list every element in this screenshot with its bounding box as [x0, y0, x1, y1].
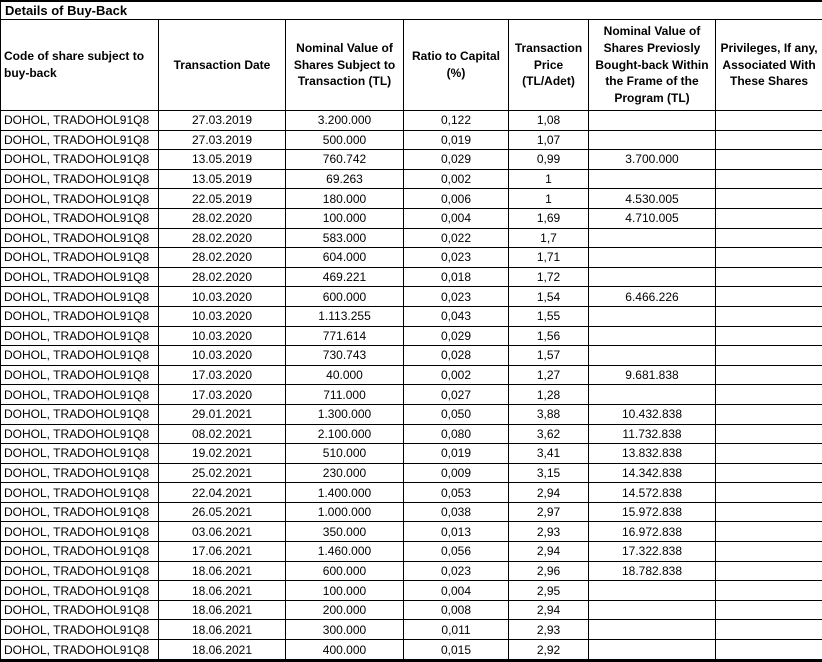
cell: 22.04.2021 [159, 483, 286, 503]
cell: 10.03.2020 [159, 346, 286, 366]
cell: 760.742 [286, 150, 404, 170]
cell: 25.02.2021 [159, 463, 286, 483]
cell [716, 600, 822, 620]
cell: 03.06.2021 [159, 522, 286, 542]
cell: 1,72 [509, 267, 589, 287]
cell: DOHOL, TRADOHOL91Q8 [1, 169, 159, 189]
table-row [1, 130, 822, 150]
table-title: Details of Buy-Back [1, 1, 822, 20]
cell: 10.03.2020 [159, 306, 286, 326]
cell: DOHOL, TRADOHOL91Q8 [1, 640, 159, 661]
cell [589, 267, 716, 287]
cell [716, 130, 822, 150]
cell: 0,050 [404, 404, 509, 424]
cell: 17.03.2020 [159, 365, 286, 385]
cell: DOHOL, TRADOHOL91Q8 [1, 130, 159, 150]
cell: 0,023 [404, 561, 509, 581]
cell [716, 502, 822, 522]
cell: 29.01.2021 [159, 404, 286, 424]
cell: 0,028 [404, 346, 509, 366]
cell: 180.000 [286, 189, 404, 209]
cell: 2,95 [509, 581, 589, 601]
cell: 510.000 [286, 444, 404, 464]
cell: 1.460.000 [286, 542, 404, 562]
table-row [1, 208, 822, 228]
table-title-row [1, 1, 822, 20]
cell: 1,28 [509, 385, 589, 405]
cell [589, 346, 716, 366]
cell: DOHOL, TRADOHOL91Q8 [1, 561, 159, 581]
cell: 27.03.2019 [159, 130, 286, 150]
cell: 1.300.000 [286, 404, 404, 424]
cell: 0,018 [404, 267, 509, 287]
cell: 1,27 [509, 365, 589, 385]
cell: DOHOL, TRADOHOL91Q8 [1, 404, 159, 424]
cell: DOHOL, TRADOHOL91Q8 [1, 365, 159, 385]
cell: DOHOL, TRADOHOL91Q8 [1, 502, 159, 522]
cell: 0,038 [404, 502, 509, 522]
table-row [1, 522, 822, 542]
cell: 200.000 [286, 600, 404, 620]
table-row [1, 346, 822, 366]
table-row [1, 228, 822, 248]
cell: 350.000 [286, 522, 404, 542]
cell [589, 600, 716, 620]
cell: 0,027 [404, 385, 509, 405]
cell: DOHOL, TRADOHOL91Q8 [1, 189, 159, 209]
cell: 27.03.2019 [159, 111, 286, 131]
table-row [1, 326, 822, 346]
cell: 500.000 [286, 130, 404, 150]
cell: 0,004 [404, 581, 509, 601]
cell: 19.02.2021 [159, 444, 286, 464]
cell [589, 111, 716, 131]
cell: 0,011 [404, 620, 509, 640]
cell: DOHOL, TRADOHOL91Q8 [1, 208, 159, 228]
table-row [1, 561, 822, 581]
cell [716, 444, 822, 464]
cell [716, 620, 822, 640]
cell: 2,93 [509, 522, 589, 542]
cell: 18.06.2021 [159, 561, 286, 581]
cell: 2,94 [509, 483, 589, 503]
cell: 1,54 [509, 287, 589, 307]
cell: DOHOL, TRADOHOL91Q8 [1, 346, 159, 366]
table-row [1, 404, 822, 424]
cell [716, 404, 822, 424]
cell: 600.000 [286, 287, 404, 307]
table-row [1, 287, 822, 307]
cell [589, 620, 716, 640]
cell: DOHOL, TRADOHOL91Q8 [1, 522, 159, 542]
cell: 16.972.838 [589, 522, 716, 542]
cell: 0,023 [404, 287, 509, 307]
cell: DOHOL, TRADOHOL91Q8 [1, 287, 159, 307]
cell [716, 346, 822, 366]
cell: 730.743 [286, 346, 404, 366]
cell [716, 169, 822, 189]
cell: 300.000 [286, 620, 404, 640]
table-row [1, 600, 822, 620]
cell: 1,56 [509, 326, 589, 346]
cell: 13.05.2019 [159, 169, 286, 189]
cell [716, 267, 822, 287]
cell: 10.432.838 [589, 404, 716, 424]
column-header-previously-bought-back: Nominal Value of Shares Previosly Bought-back Within the Frame of the Program (TL) [589, 20, 716, 111]
cell: 0,056 [404, 542, 509, 562]
cell: 230.000 [286, 463, 404, 483]
cell [716, 581, 822, 601]
column-header-transaction-price: Transaction Price (TL/Adet) [509, 20, 589, 111]
cell: 26.05.2021 [159, 502, 286, 522]
cell: 14.572.838 [589, 483, 716, 503]
cell [716, 561, 822, 581]
cell: DOHOL, TRADOHOL91Q8 [1, 385, 159, 405]
table-row [1, 502, 822, 522]
cell [589, 228, 716, 248]
cell: 18.06.2021 [159, 620, 286, 640]
cell: 22.05.2019 [159, 189, 286, 209]
cell [716, 463, 822, 483]
cell: 0,002 [404, 169, 509, 189]
cell: 0,002 [404, 365, 509, 385]
cell: 1 [509, 189, 589, 209]
cell: 18.06.2021 [159, 640, 286, 661]
table-row [1, 365, 822, 385]
cell: 28.02.2020 [159, 267, 286, 287]
cell: 711.000 [286, 385, 404, 405]
table-row [1, 581, 822, 601]
cell: DOHOL, TRADOHOL91Q8 [1, 424, 159, 444]
cell [716, 542, 822, 562]
table-row [1, 542, 822, 562]
cell: 0,004 [404, 208, 509, 228]
cell: 1,7 [509, 228, 589, 248]
cell: 14.342.838 [589, 463, 716, 483]
cell: 08.02.2021 [159, 424, 286, 444]
cell: 0,053 [404, 483, 509, 503]
cell: 2,96 [509, 561, 589, 581]
cell: 17.322.838 [589, 542, 716, 562]
cell [716, 385, 822, 405]
cell: 604.000 [286, 248, 404, 268]
cell: 1,07 [509, 130, 589, 150]
cell: 1,55 [509, 306, 589, 326]
table-row [1, 267, 822, 287]
column-header-transaction-date: Transaction Date [159, 20, 286, 111]
cell: 1.113.255 [286, 306, 404, 326]
table-body [1, 111, 822, 661]
cell: DOHOL, TRADOHOL91Q8 [1, 444, 159, 464]
cell: 1,69 [509, 208, 589, 228]
cell: DOHOL, TRADOHOL91Q8 [1, 463, 159, 483]
cell: 10.03.2020 [159, 326, 286, 346]
cell: 100.000 [286, 208, 404, 228]
cell: 2,94 [509, 542, 589, 562]
table-row [1, 483, 822, 503]
cell: 0,022 [404, 228, 509, 248]
cell: 1,71 [509, 248, 589, 268]
cell [716, 208, 822, 228]
cell: 11.732.838 [589, 424, 716, 444]
cell: 0,122 [404, 111, 509, 131]
cell: 0,008 [404, 600, 509, 620]
cell [716, 424, 822, 444]
table-row [1, 463, 822, 483]
cell: 1.400.000 [286, 483, 404, 503]
cell [716, 228, 822, 248]
table-row [1, 620, 822, 640]
cell [589, 326, 716, 346]
cell [589, 169, 716, 189]
cell: 0,080 [404, 424, 509, 444]
cell: 18.782.838 [589, 561, 716, 581]
cell: 28.02.2020 [159, 208, 286, 228]
cell [589, 306, 716, 326]
cell: 2,93 [509, 620, 589, 640]
table-header-row [1, 20, 822, 111]
column-header-share-code: Code of share subject to buy-back [1, 20, 159, 111]
cell: 3.700.000 [589, 150, 716, 170]
table-row [1, 640, 822, 661]
cell: DOHOL, TRADOHOL91Q8 [1, 150, 159, 170]
cell [716, 189, 822, 209]
cell: 28.02.2020 [159, 228, 286, 248]
cell: 0,023 [404, 248, 509, 268]
cell: 3,88 [509, 404, 589, 424]
cell: DOHOL, TRADOHOL91Q8 [1, 228, 159, 248]
cell [716, 150, 822, 170]
cell: DOHOL, TRADOHOL91Q8 [1, 248, 159, 268]
cell [716, 306, 822, 326]
cell: 6.466.226 [589, 287, 716, 307]
table-row [1, 111, 822, 131]
cell: 0,019 [404, 444, 509, 464]
cell: 1.000.000 [286, 502, 404, 522]
cell: DOHOL, TRADOHOL91Q8 [1, 581, 159, 601]
table-row [1, 248, 822, 268]
cell: 15.972.838 [589, 502, 716, 522]
table-row [1, 385, 822, 405]
cell: 2,94 [509, 600, 589, 620]
column-header-privileges: Privileges, If any, Associated With These Shares [716, 20, 822, 111]
cell [716, 326, 822, 346]
cell: 771.614 [286, 326, 404, 346]
table-row [1, 169, 822, 189]
table-row [1, 424, 822, 444]
cell: 28.02.2020 [159, 248, 286, 268]
cell: 0,99 [509, 150, 589, 170]
column-header-nominal-value: Nominal Value of Shares Subject to Transaction (TL) [286, 20, 404, 111]
cell: 18.06.2021 [159, 581, 286, 601]
column-header-ratio-to-capital: Ratio to Capital (%) [404, 20, 509, 111]
cell: 600.000 [286, 561, 404, 581]
cell [589, 385, 716, 405]
cell: 3,15 [509, 463, 589, 483]
cell: 400.000 [286, 640, 404, 661]
cell [716, 483, 822, 503]
cell: 0,015 [404, 640, 509, 661]
table-row [1, 189, 822, 209]
cell: 4.710.005 [589, 208, 716, 228]
cell: 0,009 [404, 463, 509, 483]
cell [589, 581, 716, 601]
cell: 583.000 [286, 228, 404, 248]
cell: 13.05.2019 [159, 150, 286, 170]
cell: 0,013 [404, 522, 509, 542]
cell: 13.832.838 [589, 444, 716, 464]
cell: 3,62 [509, 424, 589, 444]
cell: DOHOL, TRADOHOL91Q8 [1, 600, 159, 620]
cell [589, 248, 716, 268]
cell: 9.681.838 [589, 365, 716, 385]
cell: 4.530.005 [589, 189, 716, 209]
cell: 2.100.000 [286, 424, 404, 444]
cell [716, 111, 822, 131]
cell: 0,019 [404, 130, 509, 150]
cell: 3,41 [509, 444, 589, 464]
table-row [1, 444, 822, 464]
table-row [1, 150, 822, 170]
cell: 1,57 [509, 346, 589, 366]
cell: 1,08 [509, 111, 589, 131]
cell: DOHOL, TRADOHOL91Q8 [1, 542, 159, 562]
cell: 0,029 [404, 326, 509, 346]
cell: DOHOL, TRADOHOL91Q8 [1, 306, 159, 326]
cell: 0,029 [404, 150, 509, 170]
cell: DOHOL, TRADOHOL91Q8 [1, 111, 159, 131]
cell: 17.06.2021 [159, 542, 286, 562]
cell: 40.000 [286, 365, 404, 385]
cell [716, 248, 822, 268]
cell: 100.000 [286, 581, 404, 601]
cell: 2,92 [509, 640, 589, 661]
cell: DOHOL, TRADOHOL91Q8 [1, 620, 159, 640]
cell [716, 287, 822, 307]
cell: 18.06.2021 [159, 600, 286, 620]
cell: 0,006 [404, 189, 509, 209]
table-row [1, 306, 822, 326]
cell [589, 130, 716, 150]
cell: 10.03.2020 [159, 287, 286, 307]
cell [589, 640, 716, 661]
cell: DOHOL, TRADOHOL91Q8 [1, 326, 159, 346]
cell: 69.263 [286, 169, 404, 189]
cell [716, 365, 822, 385]
cell: DOHOL, TRADOHOL91Q8 [1, 267, 159, 287]
cell [716, 522, 822, 542]
cell: 1 [509, 169, 589, 189]
cell: 469.221 [286, 267, 404, 287]
cell: 17.03.2020 [159, 385, 286, 405]
cell [716, 640, 822, 661]
cell: 2,97 [509, 502, 589, 522]
cell: 0,043 [404, 306, 509, 326]
cell: 3.200.000 [286, 111, 404, 131]
cell: DOHOL, TRADOHOL91Q8 [1, 483, 159, 503]
